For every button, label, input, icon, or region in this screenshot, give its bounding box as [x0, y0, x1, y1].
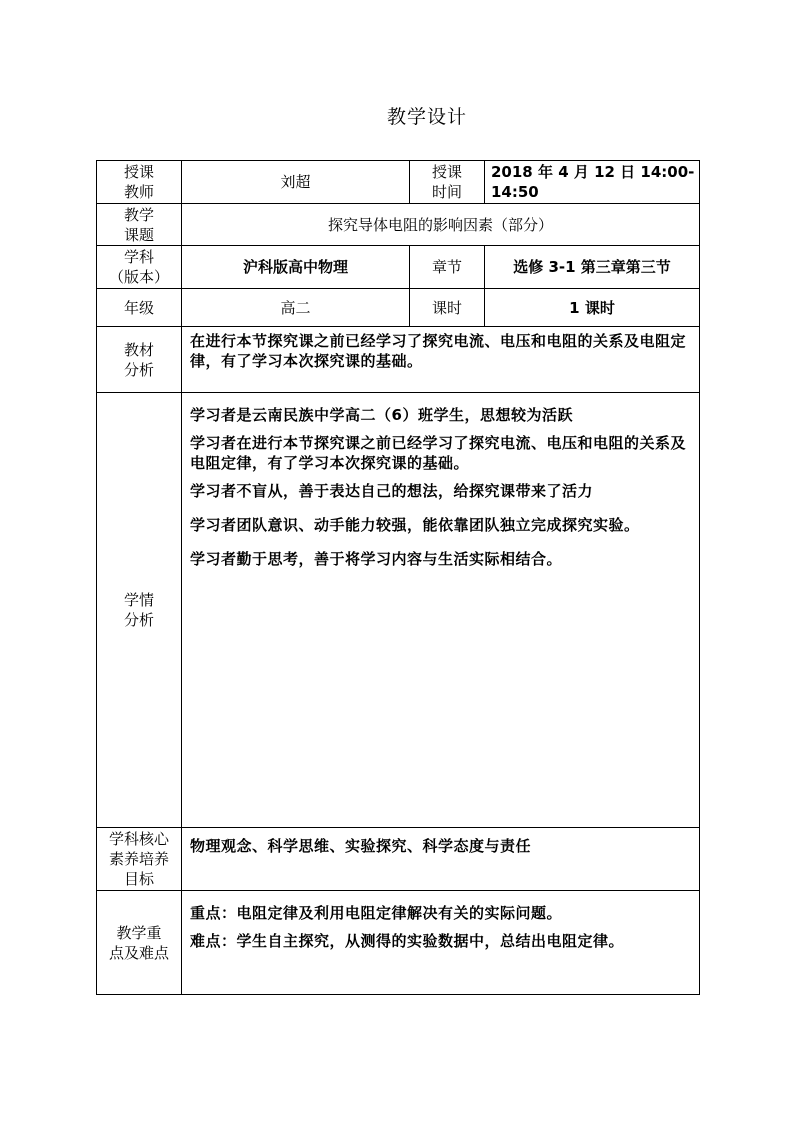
material-label: 教材 分析 [97, 327, 182, 393]
subject-value: 沪科版高中物理 [182, 246, 410, 289]
row-subject-chapter [97, 246, 700, 289]
hours-label: 课时 [410, 289, 485, 327]
keypoint-label: 教学重 点及难点 [97, 891, 182, 995]
grade-value: 高二 [182, 289, 410, 327]
hours-value: 1 课时 [485, 289, 700, 327]
row-material [97, 327, 700, 393]
document-title: 教学设计 [386, 106, 467, 128]
learner-item: 学习者是云南民族中学高二（6）班学生，思想较为活跃 [190, 406, 573, 424]
teacher-label: 授课 教师 [97, 161, 182, 204]
topic-value: 探究导体电阻的影响因素（部分） [182, 204, 700, 246]
row-learner [97, 393, 700, 828]
learner-label: 学情 分析 [97, 393, 182, 828]
core-text: 物理观念、科学思维、实验探究、科学态度与责任 [182, 828, 700, 891]
time-label: 授课 时间 [410, 161, 485, 204]
learner-item: 学习者团队意识、动手能力较强，能依靠团队独立完成探究实验。 [190, 516, 640, 534]
row-teacher-time [97, 161, 700, 204]
teacher-name: 刘超 [182, 161, 410, 204]
subject-label: 学科 （版本） [97, 246, 182, 289]
keypoint-focus: 重点：电阻定律及利用电阻定律解决有关的实际问题。 [190, 904, 563, 922]
lesson-plan-table [96, 160, 700, 995]
keypoint-content [182, 891, 700, 995]
grade-label: 年级 [97, 289, 182, 327]
time-value: 2018 年 4 月 12 日 14:00- 14:50 [485, 161, 700, 204]
learner-analysis [182, 393, 700, 828]
row-keypoints [97, 891, 700, 995]
row-core-literacy [97, 828, 700, 891]
topic-label: 教学 课题 [97, 204, 182, 246]
chapter-value: 选修 3-1 第三章第三节 [485, 246, 700, 289]
chapter-label: 章节 [410, 246, 485, 289]
keypoint-difficulty: 难点：学生自主探究，从测得的实验数据中，总结出电阻定律。 [190, 932, 625, 950]
learner-item: 学习者勤于思考，善于将学习内容与生活实际相结合。 [190, 550, 563, 568]
row-grade-hours [97, 289, 700, 327]
learner-item: 学习者不盲从，善于表达自己的想法，给探究课带来了活力 [190, 482, 594, 500]
row-topic [97, 204, 700, 246]
material-text: 在进行本节探究课之前已经学习了探究电流、电压和电阻的关系及电阻定律，有了学习本次探究课的基础。 [182, 327, 700, 393]
core-label: 学科核心 素养培养 目标 [97, 828, 182, 891]
learner-item: 学习者在进行本节探究课之前已经学习了探究电流、电压和电阻的关系及电阻定律，有了学习本次探究课的基础。 [190, 434, 687, 472]
